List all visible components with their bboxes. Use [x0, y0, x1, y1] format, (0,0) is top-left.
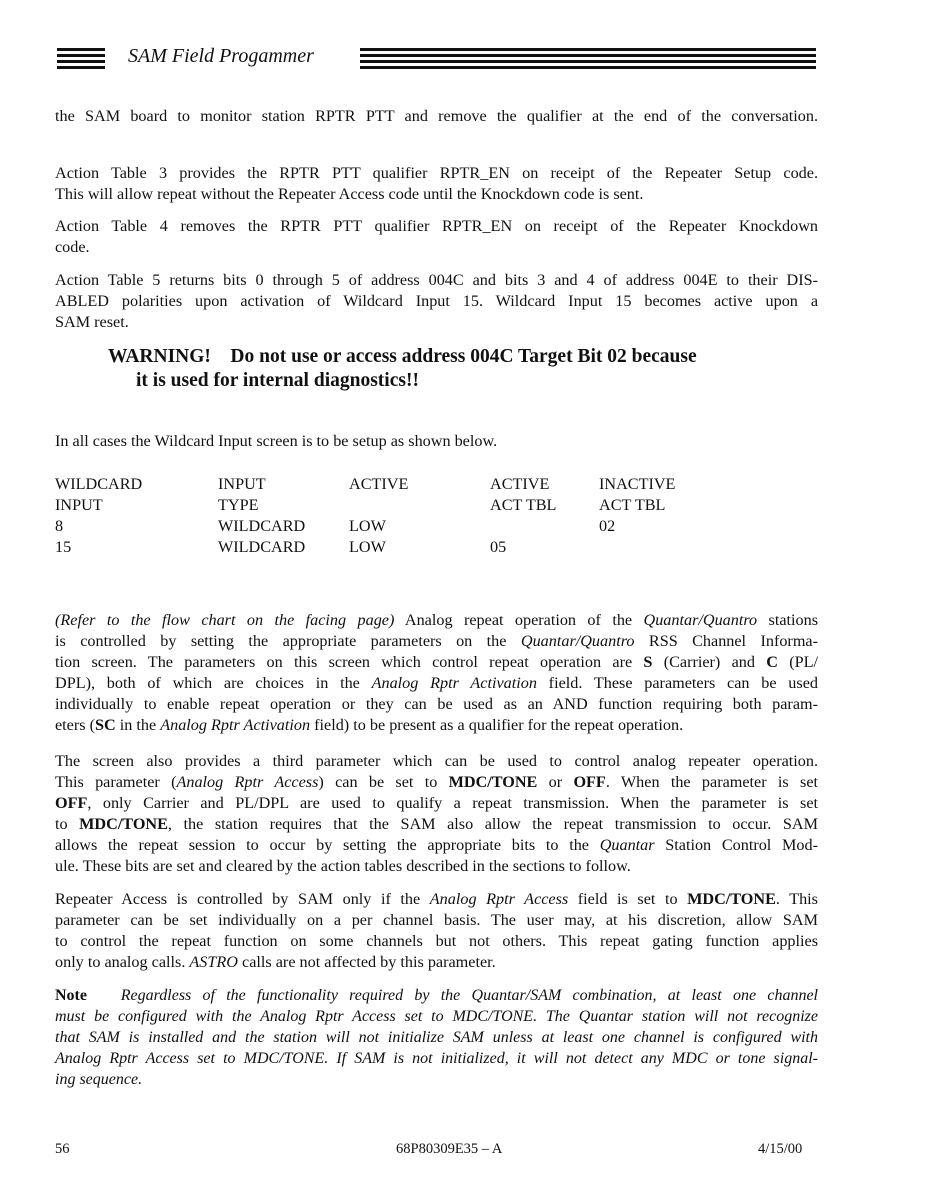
action-table-3-paragraph [55, 163, 818, 205]
table-header-row [55, 495, 815, 516]
warning-line-2: it is used for internal diagnostics!! [136, 370, 419, 391]
table-cell: 8 [55, 517, 64, 535]
table-header-cell: TYPE [218, 496, 259, 514]
paragraph-line: Action Table 4 removes the RPTR PTT qualifier RPTR_EN on receipt of the Repeater Knockdown [55, 217, 818, 235]
warning-line-1: Do not use or access address 004C Target Bit 02 because [230, 346, 697, 367]
table-header-row [55, 474, 815, 495]
warning-label: WARNING! [108, 346, 211, 367]
analog-repeat-paragraph: (Refer to the flow chart on the facing page) Analog repeat operation of the Quantar/Quantro stations is controlled by setting the appropriate parameters on the Quantar/Quantro RSS Channel Informa- tion screen. The parameters on this screen which control repeat operation are S (Carrier) and C (PL/ DPL), both of which are choices in the Analog Rptr Activation field. These parameters can be used individually to enable repeat operation or they can be used as an AND function requiring both param- eters (SC in the Analog Rptr Activation field) to be present as a qualifier for the repeat operation. [55, 611, 819, 734]
table-row [55, 537, 815, 558]
intro-text: In all cases the Wildcard Input screen is to be setup as shown below. [55, 432, 498, 450]
wildcard-intro [55, 431, 818, 452]
table-header-cell: WILDCARD [55, 475, 143, 493]
table-header-cell: ACT TBL [599, 496, 666, 514]
cross-reference: (Refer to the flow chart on the facing page) [55, 611, 395, 629]
action-table-5-paragraph [55, 270, 818, 333]
footer-document-number: 68P80309E35 – A [396, 1141, 503, 1157]
paragraph-line: Action Table 5 returns bits 0 through 5 of address 004C and bits 3 and 4 of address 004E to their DIS- [55, 271, 818, 289]
paragraph-line: This will allow repeat without the Repeater Access code until the Knockdown code is sent. [55, 185, 644, 203]
table-header-cell: ACT TBL [490, 496, 557, 514]
paragraph-line: SAM reset. [55, 313, 129, 331]
warning-block [108, 345, 697, 393]
table-header-cell: ACTIVE [349, 475, 409, 493]
table-row [55, 516, 815, 537]
header-rule-left [57, 47, 105, 69]
table-cell: WILDCARD [218, 538, 306, 556]
paragraph-line: ABLED polarities upon activation of Wildcard Input 15. Wildcard Input 15 becomes active upon a [55, 292, 818, 310]
table-header-cell: INPUT [218, 475, 266, 493]
note-paragraph: Note Regardless of the functionality required by the Quantar/SAM combination, at least one channel must be configured with the Analog Rptr Access set to MDC/TONE. The Quantar station will not recognize that SAM is installed and the station will not initialize SAM unless at least one channel is configured with Analog Rptr Access set to MDC/TONE. If SAM is not initialized, it will not detect any MDC or tone signal- ing sequence. [55, 987, 818, 1088]
note-label: Note [55, 987, 87, 1004]
table-header-cell: INPUT [55, 496, 103, 514]
repeater-access-paragraph: Repeater Access is controlled by SAM only if the Analog Rptr Access field is set to MDC/TONE. This parameter can be set individually on a per channel basis. The user may, at his discretion, allow SAM to control the repeat function on some channels but not others. This repeat gating function applies only to analog calls. ASTRO calls are not affected by this parameter. [55, 890, 818, 971]
table-header-cell: ACTIVE [490, 475, 550, 493]
footer-date: 4/15/00 [758, 1141, 803, 1157]
wildcard-table [55, 474, 815, 558]
table-cell: LOW [349, 517, 386, 535]
paragraph-line: code. [55, 238, 90, 256]
header-rule-right [360, 47, 816, 69]
table-cell: 15 [55, 538, 72, 556]
table-cell: 02 [599, 517, 616, 535]
third-parameter-paragraph: The screen also provides a third parameter which can be used to control analog repeater operation. This parameter (Analog Rptr Access) can be set to MDC/TONE or OFF. When the parameter is set OFF, only Carrier and PL/DPL are used to qualify a repeat transmission. When the parameter is set to MDC/TONE, the station requires that the SAM also allow the repeat transmission to occur. SAM allows the repeat session to occur by setting the appropriate bits to the Quantar Station Control Mod- ule. These bits are set and cleared by the action tables described in the sections to follow. [55, 752, 818, 875]
paragraph-line: the SAM board to monitor station RPTR PTT and remove the qualifier at the end of the conversation. [55, 107, 818, 125]
table-cell: LOW [349, 538, 386, 556]
footer-page-number: 56 [55, 1141, 70, 1157]
action-table-4-paragraph [55, 216, 818, 258]
continuation-paragraph [55, 106, 818, 127]
table-cell: WILDCARD [218, 517, 306, 535]
paragraph-line: Action Table 3 provides the RPTR PTT qualifier RPTR_EN on receipt of the Repeater Setup code. [55, 164, 818, 182]
header-title: SAM Field Progammer [128, 45, 314, 67]
table-cell: 05 [490, 538, 507, 556]
table-header-cell: INACTIVE [599, 475, 676, 493]
